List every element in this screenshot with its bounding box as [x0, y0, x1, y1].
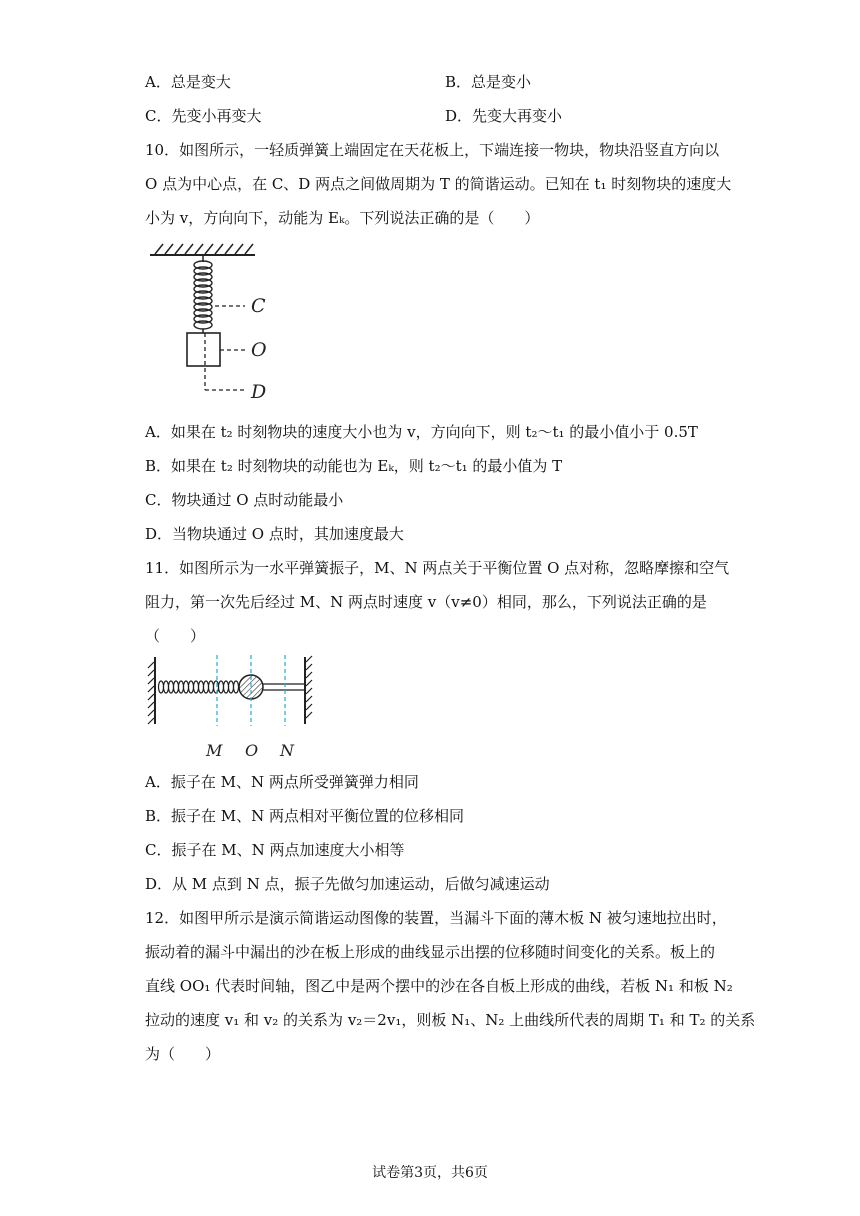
- q10-option-b: B．如果在 t₂ 时刻物块的动能也为 Eₖ，则 t₂～t₁ 的最小值为 T: [145, 457, 563, 475]
- q10-option-c: C．物块通过 O 点时动能最小: [145, 491, 344, 509]
- option-text: 先变小再变大: [171, 107, 262, 125]
- q12-line4: 拉动的速度 v₁ 和 v₂ 的关系为 v₂＝2v₁，则板 N₁、N₂ 上曲线所代表的周期 T₁ 和 T₂ 的关系: [145, 1011, 756, 1029]
- option-letter: B．: [445, 73, 472, 91]
- q12-line1: 12．如图甲所示是演示简谐运动图像的装置，当漏斗下面的薄木板 N 被匀速地拉出时，: [145, 909, 727, 927]
- q9-option-c: [145, 106, 262, 126]
- q10-stem-line3: 小为 v，方向向下，动能为 Eₖ。下列说法正确的是（ ）: [145, 209, 540, 227]
- q11-option-a: A．振子在 M、N 两点所受弹簧弹力相同: [145, 773, 419, 791]
- label-d: D: [251, 381, 267, 403]
- label-m: M: [206, 741, 223, 760]
- page-footer: 试卷第3页，共6页: [372, 1165, 488, 1181]
- q11-option-c: C．振子在 M、N 两点加速度大小相等: [145, 841, 405, 859]
- q11-oscillator-figure: [145, 652, 320, 764]
- option-text: 总是变小: [471, 73, 532, 91]
- label-o: O: [251, 339, 267, 361]
- q11-option-d: D．从 M 点到 N 点，振子先做匀加速运动，后做匀减速运动: [145, 875, 550, 893]
- label-o: O: [245, 741, 259, 760]
- q11-stem-line1: 11．如图所示为一水平弹簧振子，M、N 两点关于平衡位置 O 点对称，忽略摩擦和空气: [145, 559, 730, 577]
- q9-option-b: [445, 72, 531, 92]
- q11-option-b: B．振子在 M、N 两点相对平衡位置的位移相同: [145, 807, 465, 825]
- q10-option-a: A．如果在 t₂ 时刻物块的速度大小也为 v，方向向下，则 t₂～t₁ 的最小值小于 0.5T: [145, 423, 698, 441]
- q10-option-d: D．当物块通过 O 点时，其加速度最大: [145, 525, 404, 543]
- q12-line2: 振动着的漏斗中漏出的沙在板上形成的曲线显示出摆的位移随时间变化的关系。板上的: [145, 943, 716, 961]
- label-c: C: [251, 295, 266, 317]
- q10-stem-line2: O 点为中心点，在 C、D 两点之间做周期为 T 的简谐运动。已知在 t₁ 时刻物块的速度大: [145, 175, 732, 193]
- q9-option-d: [445, 106, 562, 126]
- q10-stem-line1: 10．如图所示，一轻质弹簧上端固定在天花板上，下端连接一物块，物块沿竖直方向以: [145, 141, 720, 159]
- q9-option-a: [145, 72, 231, 92]
- q11-stem-line2: 阻力，第一次先后经过 M、N 两点时速度 v（v≠0）相同，那么，下列说法正确的是: [145, 593, 707, 611]
- option-letter: C．: [145, 107, 172, 125]
- option-letter: D．: [445, 107, 473, 125]
- q11-stem-line3: （ ）: [145, 627, 206, 645]
- q12-line3: 直线 OO₁ 代表时间轴，图乙中是两个摆中的沙在各自板上形成的曲线，若板 N₁ 和板 N₂: [145, 977, 733, 995]
- option-letter: A．: [145, 73, 171, 91]
- label-n: N: [280, 741, 294, 760]
- q10-spring-figure: [145, 240, 285, 405]
- q12-line5: 为（ ）: [145, 1045, 221, 1063]
- option-text: 先变大再变小: [472, 107, 563, 125]
- option-text: 总是变大: [170, 73, 231, 91]
